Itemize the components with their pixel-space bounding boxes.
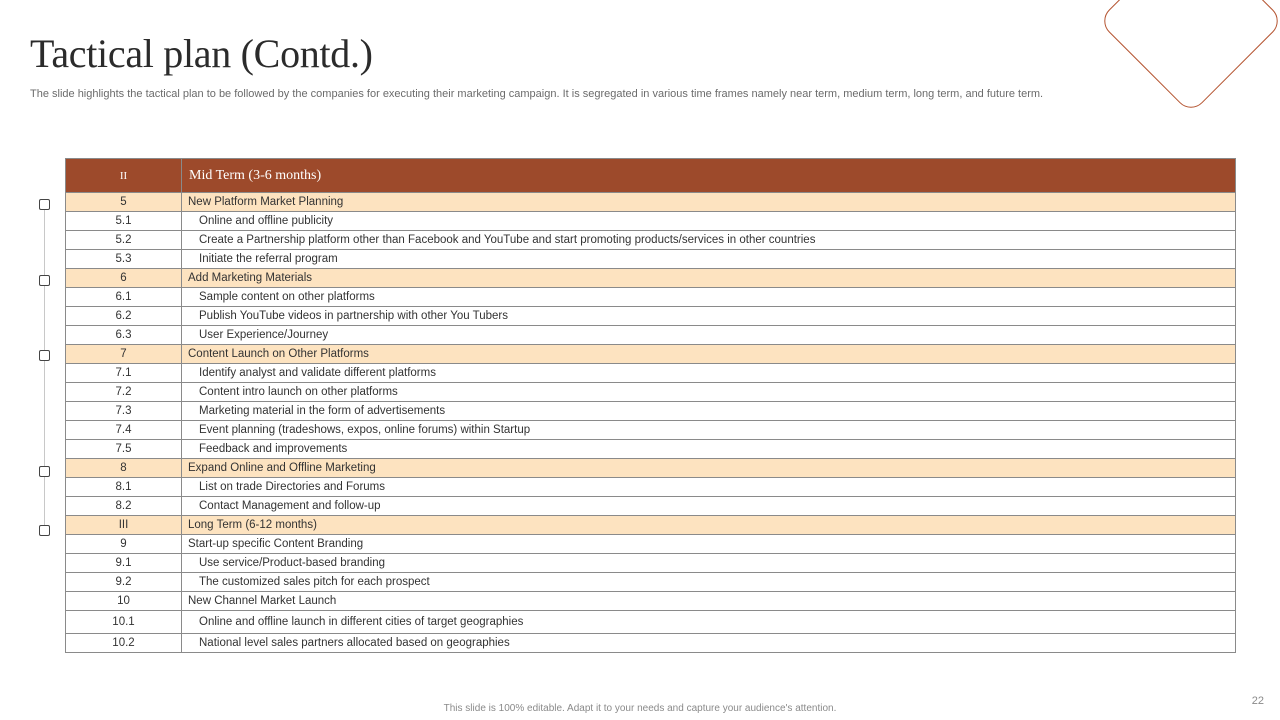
row-text: List on trade Directories and Forums (182, 478, 1236, 497)
table-row (66, 440, 1236, 459)
row-text: Online and offline publicity (182, 212, 1236, 231)
row-number: III (66, 516, 182, 535)
timeline-marker (39, 525, 50, 536)
row-number: 6.3 (66, 326, 182, 345)
table-row (66, 554, 1236, 573)
table-row (66, 535, 1236, 554)
timeline-marker (39, 275, 50, 286)
row-number: 7.5 (66, 440, 182, 459)
row-number: 10.1 (66, 611, 182, 634)
row-number: 9.1 (66, 554, 182, 573)
row-number: 5.2 (66, 231, 182, 250)
row-text: Content intro launch on other platforms (182, 383, 1236, 402)
timeline-marker (39, 466, 50, 477)
table-row-section (66, 269, 1236, 288)
row-number: 6 (66, 269, 182, 288)
row-text: National level sales partners allocated based on geographies (182, 634, 1236, 653)
row-text: Create a Partnership platform other than Facebook and YouTube and start promoting products/services in other countries (182, 231, 1236, 250)
row-text: The customized sales pitch for each prospect (182, 573, 1236, 592)
table-header-row (66, 159, 1236, 193)
decorative-diamond-outline (1098, 0, 1280, 114)
row-number: 10 (66, 592, 182, 611)
row-text: Long Term (6-12 months) (182, 516, 1236, 535)
tactical-plan-table (65, 158, 1236, 653)
table-row (66, 421, 1236, 440)
slide-title: Tactical plan (Contd.) (30, 31, 373, 76)
table-row (66, 326, 1236, 345)
table-row (66, 611, 1236, 634)
row-number: 9.2 (66, 573, 182, 592)
row-text: Use service/Product-based branding (182, 554, 1236, 573)
table-row (66, 402, 1236, 421)
row-number: 9 (66, 535, 182, 554)
row-text: New Platform Market Planning (182, 193, 1236, 212)
table-row (66, 307, 1236, 326)
row-number: 7 (66, 345, 182, 364)
slide-subtitle: The slide highlights the tactical plan to be followed by the companies for executing their marketing campaign. It is segregated in various time frames namely near term, medium term, long term, and future term. (30, 88, 1044, 100)
row-text: Add Marketing Materials (182, 269, 1236, 288)
table-row-section (66, 345, 1236, 364)
row-number: 8 (66, 459, 182, 478)
row-number: 7.3 (66, 402, 182, 421)
table-row (66, 383, 1236, 402)
table-row (66, 231, 1236, 250)
row-text: Expand Online and Offline Marketing (182, 459, 1236, 478)
row-number: 6.2 (66, 307, 182, 326)
table-row (66, 478, 1236, 497)
row-text: Identify analyst and validate different platforms (182, 364, 1236, 383)
table-row (66, 364, 1236, 383)
timeline-marker (39, 199, 50, 210)
row-text: User Experience/Journey (182, 326, 1236, 345)
row-number: 8.1 (66, 478, 182, 497)
table-row (66, 592, 1236, 611)
row-text: New Channel Market Launch (182, 592, 1236, 611)
row-number: 7.4 (66, 421, 182, 440)
table-row (66, 573, 1236, 592)
row-text: Feedback and improvements (182, 440, 1236, 459)
header-number: II (66, 159, 182, 193)
table-row (66, 288, 1236, 307)
table-row (66, 250, 1236, 269)
table-row (66, 634, 1236, 653)
row-text: Publish YouTube videos in partnership with other You Tubers (182, 307, 1236, 326)
row-text: Event planning (tradeshows, expos, online forums) within Startup (182, 421, 1236, 440)
row-number: 8.2 (66, 497, 182, 516)
row-text: Online and offline launch in different cities of target geographies (182, 611, 1236, 634)
row-number: 7.2 (66, 383, 182, 402)
row-number: 5.3 (66, 250, 182, 269)
row-text: Sample content on other platforms (182, 288, 1236, 307)
row-number: 5 (66, 193, 182, 212)
table-row (66, 212, 1236, 231)
row-text: Contact Management and follow-up (182, 497, 1236, 516)
table-row-section (66, 193, 1236, 212)
slide-footer-note: This slide is 100% editable. Adapt it to your needs and capture your audience's attention. (443, 703, 837, 714)
table-row (66, 497, 1236, 516)
timeline-connector (44, 208, 45, 528)
header-label: Mid Term (3-6 months) (182, 159, 1236, 193)
row-text: Start-up specific Content Branding (182, 535, 1236, 554)
table-row-section (66, 516, 1236, 535)
row-text: Initiate the referral program (182, 250, 1236, 269)
row-text: Marketing material in the form of advertisements (182, 402, 1236, 421)
page-number: 22 (1251, 695, 1264, 707)
row-number: 10.2 (66, 634, 182, 653)
row-number: 5.1 (66, 212, 182, 231)
row-number: 6.1 (66, 288, 182, 307)
row-text: Content Launch on Other Platforms (182, 345, 1236, 364)
table-row-section (66, 459, 1236, 478)
row-number: 7.1 (66, 364, 182, 383)
timeline-marker (39, 350, 50, 361)
